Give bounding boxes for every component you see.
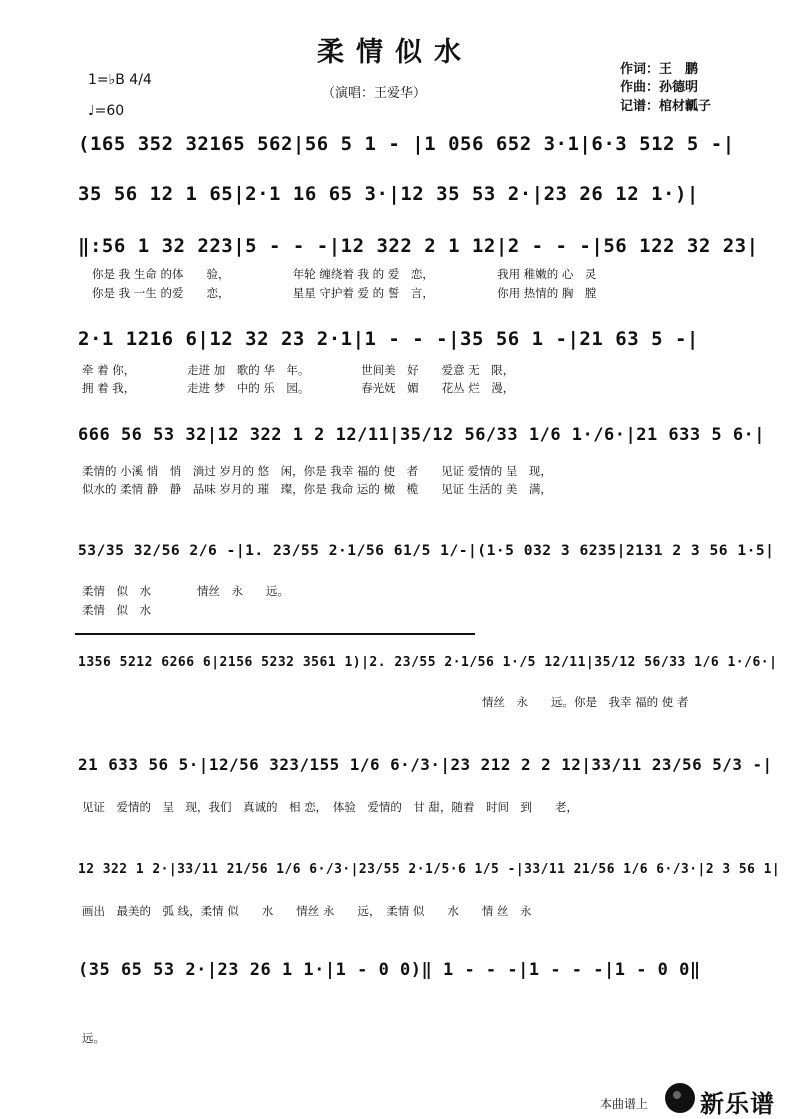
- lyrics-row-3-verse-2: 你是 我 一生 的爱 恋， 星星 守护着 爱 的 誓 言， 你用 热情的 胸 膛: [92, 286, 597, 300]
- lyrics-row-9: 画出 最美的 弧 线，柔情 似 水 情丝 永 远， 柔情 似 水 情 丝 永: [82, 904, 532, 918]
- lyrics-row-4-verse-1: 牵 着 你， 走进 加 歌的 华 年。 世间美 好 爱意 无 限，: [82, 363, 515, 377]
- score-row-4: 2·1 1216 6|12 32 23 2·1|1 - - -|35 56 1 -|21 63 5 -|: [78, 328, 699, 350]
- score-row-3: ‖:56 1 32 223|5 - - -|12 322 2 1 12|2 - - -|56 122 32 23|: [78, 235, 759, 257]
- score-row-2: 35 56 12 1 65|2·1 16 65 3·|12 35 53 2·|23 26 12 1·)|: [78, 183, 699, 205]
- lyricist-credit: 作词：王 鹏: [620, 62, 699, 77]
- system-divider: [75, 633, 475, 635]
- score-row-6: 53/35 32/56 2/6 -|1. 23/55 2·1/56 61/5 1/-|(1·5 032 3 6235|2131 2 3 56 1·5|: [78, 542, 775, 559]
- lyrics-row-3-verse-1: 你是 我 生命 的体 验， 年轮 缠绕着 我 的 爱 恋， 我用 稚嫩的 心 灵: [92, 267, 597, 281]
- footer-caption: 本曲谱上: [600, 1097, 649, 1111]
- lyrics-row-5-verse-2: 似水的 柔情 静 静 品味 岁月的 璀 璨，你是 我命 运的 橄 榄 见证 生活的 美 满，: [82, 482, 552, 496]
- record-logo-icon: [665, 1083, 695, 1113]
- singer-credit: （演唱：王爱华）: [322, 86, 427, 101]
- score-row-10: (35 65 53 2·|23 26 1 1·|1 - 0 0)‖ 1 - - -|1 - - -|1 - 0 0‖: [78, 960, 701, 980]
- tempo-marking: ♩=60: [88, 103, 125, 119]
- song-title: 柔情似水: [317, 37, 473, 68]
- composer-credit: 作曲：孙德明: [620, 80, 699, 95]
- lyrics-row-6-verse-2: 柔情 似 水: [82, 603, 151, 617]
- lyrics-row-4-verse-2: 拥 着 我， 走进 梦 中的 乐 园。 春光妩 媚 花丛 烂 漫，: [82, 381, 515, 395]
- lyrics-row-8: 见证 爱情的 呈 现，我们 真诚的 相 恋， 体验 爱情的 甘 甜，随着 时间 到 老，: [82, 800, 579, 814]
- lyrics-row-10: 远。: [82, 1031, 105, 1045]
- score-row-1: (165 352 32165 562|56 5 1 - |1 056 652 3·1|6·3 512 5 -|: [78, 133, 735, 155]
- score-row-9: 12 322 1 2·|33/11 21/56 1/6 6·/3·|23/55 2·1/5·6 1/5 -|33/11 21/56 1/6 6·/3·|2 3 56 1|: [78, 862, 781, 877]
- brand-logo: 新乐谱: [700, 1090, 775, 1118]
- key-signature: 1=♭B 4/4: [88, 72, 152, 88]
- score-row-7: 1356 5212 6266 6|2156 5232 3561 1)|2. 23/55 2·1/56 1·/5 12/11|35/12 56/33 1/6 1·/6·|: [78, 655, 778, 670]
- lyrics-row-5-verse-1: 柔情的 小溪 悄 悄 淌过 岁月的 悠 闲，你是 我幸 福的 使 者 见证 爱情的 呈 现，: [82, 464, 552, 478]
- transcriber-credit: 记谱：棺材瓤子: [620, 99, 712, 114]
- lyrics-row-7: 情丝 永 远。你是 我幸 福的 使 者: [482, 695, 689, 709]
- lyrics-row-6-verse-1: 柔情 似 水 情丝 永 远。: [82, 584, 289, 598]
- score-row-5: 666 56 53 32|12 322 1 2 12/11|35/12 56/33 1/6 1·/6·|21 633 5 6·|: [78, 425, 766, 445]
- score-row-8: 21 633 56 5·|12/56 323/155 1/6 6·/3·|23 212 2 2 12|33/11 23/56 5/3 -|: [78, 755, 773, 774]
